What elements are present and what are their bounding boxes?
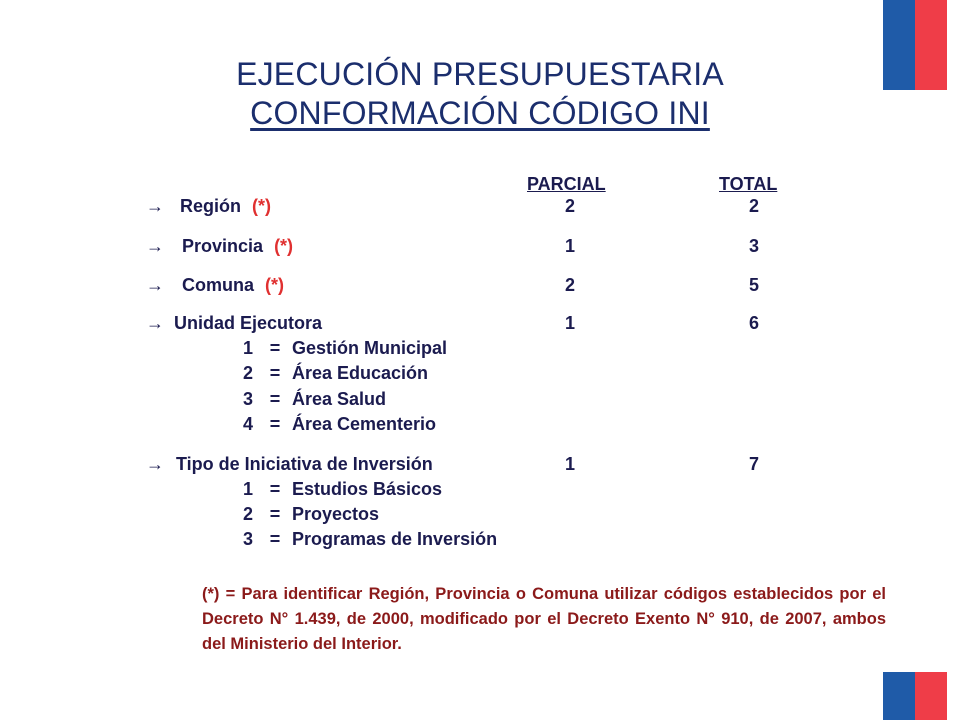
arrow-right-icon: → bbox=[146, 275, 164, 295]
row-unidad-ejecutora bbox=[146, 313, 322, 334]
unidad-total-value: 6 bbox=[748, 313, 759, 333]
column-header-parcial: PARCIAL bbox=[527, 174, 606, 194]
arrow-right-icon: → bbox=[146, 313, 164, 333]
asterisk-mark: (*) bbox=[274, 236, 294, 256]
row-label: Unidad Ejecutora bbox=[174, 313, 323, 333]
asterisk-mark: (*) bbox=[252, 196, 272, 216]
unidad-parcial-value: 1 bbox=[564, 313, 575, 333]
footnote: (*) = Para identificar Región, Provincia o Comuna utilizar códigos establecidos por el Decreto N° 1.439, de 2000, modificado por el Decreto Exento N° 910, de 2007, ambos del Ministerio del Interior. bbox=[202, 585, 886, 653]
tipo-item: 3 = Programas de Inversión bbox=[242, 529, 498, 549]
asterisk-mark: (*) bbox=[265, 275, 285, 295]
provincia-parcial-value: 1 bbox=[564, 236, 575, 256]
comuna-parcial-value: 2 bbox=[564, 275, 575, 295]
tipo-total-value: 7 bbox=[748, 454, 759, 474]
page-subtitle: CONFORMACIÓN CÓDIGO INI bbox=[250, 95, 710, 131]
tipo-parcial-value: 1 bbox=[564, 454, 575, 474]
unidad-item: 2 = Área Educación bbox=[242, 363, 429, 383]
row-label: Provincia bbox=[182, 236, 264, 256]
region-parcial-value: 2 bbox=[564, 196, 575, 216]
row-provincia bbox=[146, 236, 293, 257]
region-total-value: 2 bbox=[748, 196, 759, 216]
flag-red-stripe bbox=[915, 672, 947, 720]
flag-blue-stripe bbox=[883, 672, 915, 720]
arrow-right-icon: → bbox=[146, 454, 164, 474]
row-label: Tipo de Iniciativa de Inversión bbox=[176, 454, 433, 474]
row-label: Comuna bbox=[182, 275, 254, 295]
tipo-item: 1 = Estudios Básicos bbox=[242, 479, 443, 499]
tipo-item: 2 = Proyectos bbox=[242, 504, 380, 524]
row-region bbox=[146, 196, 271, 217]
row-tipo-iniciativa bbox=[146, 454, 433, 475]
row-label: Región bbox=[180, 196, 241, 216]
page-title: EJECUCIÓN PRESUPUESTARIA bbox=[236, 56, 724, 92]
arrow-right-icon: → bbox=[146, 196, 164, 216]
provincia-total-value: 3 bbox=[748, 236, 759, 256]
unidad-item: 4 = Área Cementerio bbox=[242, 414, 437, 434]
arrow-right-icon: → bbox=[146, 236, 164, 256]
flag-decoration-bottom bbox=[883, 672, 947, 720]
comuna-total-value: 5 bbox=[748, 275, 759, 295]
unidad-item: 1 = Gestión Municipal bbox=[242, 338, 448, 358]
row-comuna bbox=[146, 275, 284, 296]
column-header-total: TOTAL bbox=[719, 174, 778, 194]
unidad-item: 3 = Área Salud bbox=[242, 389, 387, 409]
